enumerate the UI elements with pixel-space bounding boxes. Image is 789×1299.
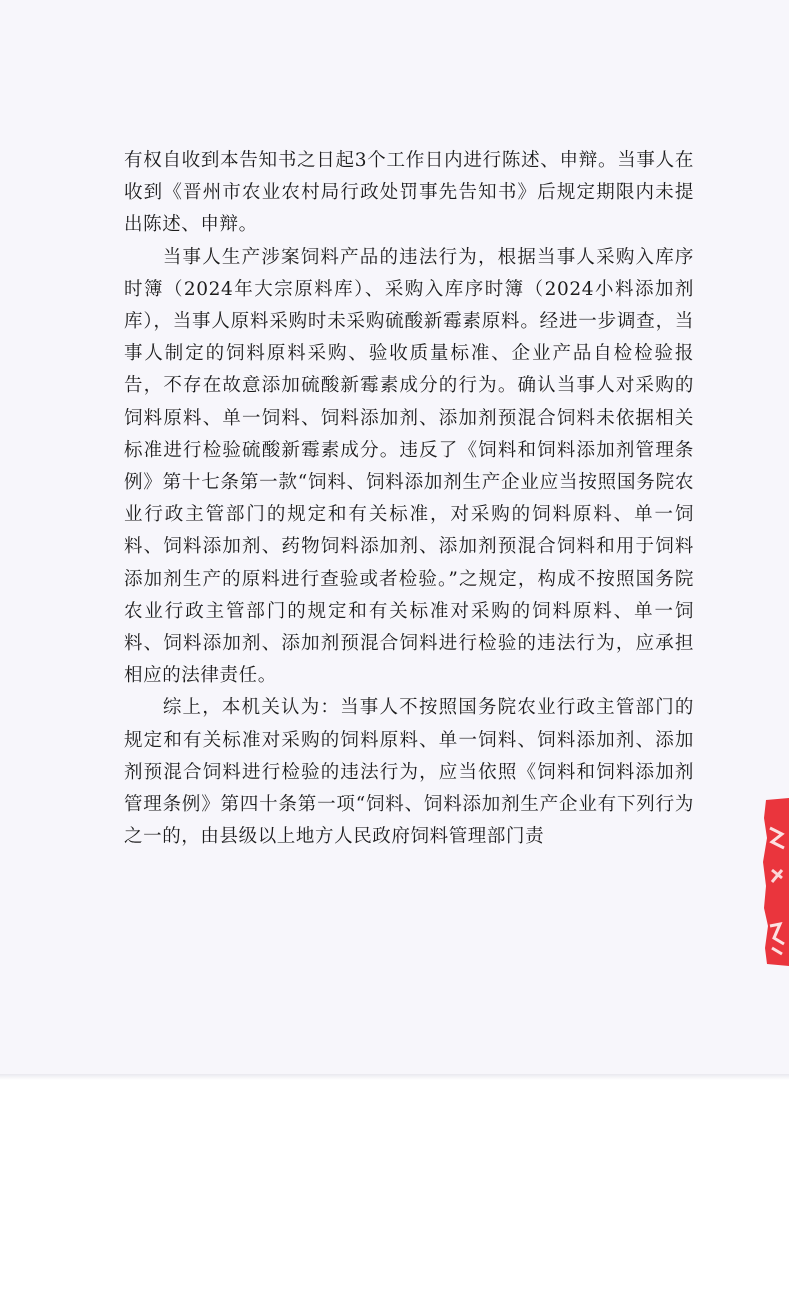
paragraph-statement-rights: 有权自收到本告知书之日起3个工作日内进行陈述、申辩。当事人在收到《晋州市农业农村局行政处罚事先告知书》后规定期限内未提出陈述、申辩。 — [124, 150, 694, 236]
paragraph-violation-facts: 当事人生产涉案饲料产品的违法行为，根据当事人采购入库序时簿（2024年大宗原料库）、采购入库序时簿（2024小料添加剂库），当事人原料采购时未采购硫酸新霉素原料。经进一步调查，当事人制定的饲料原料采购、验收质量标准、企业产品自检检验报告，不存在故意添加硫酸新霉素成分的行为。确认当事人对采购的饲料原料、单一饲料、饲料添加剂、添加剂预混合饲料未依据相关标准进行检验硫酸新霉素成分。违反了《饲料和饲料添加剂管理条例》第十七条第一款“饲料、饲料添加剂生产企业应当按照国务院农业行政主管部门的规定和有关标准，对采购的饲料原料、单一饲料、饲料添加剂、药物饲料添加剂、添加剂预混合饲料和用于饲料添加剂生产的原料进行查验或者检验。”之规定，构成不按照国务院农业行政主管部门的规定和有关标准对采购的饲料原料、单一饲料、饲料添加剂、添加剂预混合饲料进行检验的违法行为，应承担相应的法律责任。 — [124, 246, 694, 687]
red-seal-fragment — [760, 798, 789, 966]
scan-bottom-edge — [0, 1074, 789, 1080]
paragraph-conclusion: 综上，本机关认为：当事人不按照国务院农业行政主管部门的规定和有关标准对采购的饲料原料、单一饲料、饲料添加剂、添加剂预混合饲料进行检验的违法行为，应当依照《饲料和饲料添加剂管理条例》第四十条第一项“饲料、饲料添加剂生产企业有下列行为之一的，由县级以上地方人民政府饲料管理部门责 — [124, 697, 694, 848]
document-body — [124, 145, 694, 853]
